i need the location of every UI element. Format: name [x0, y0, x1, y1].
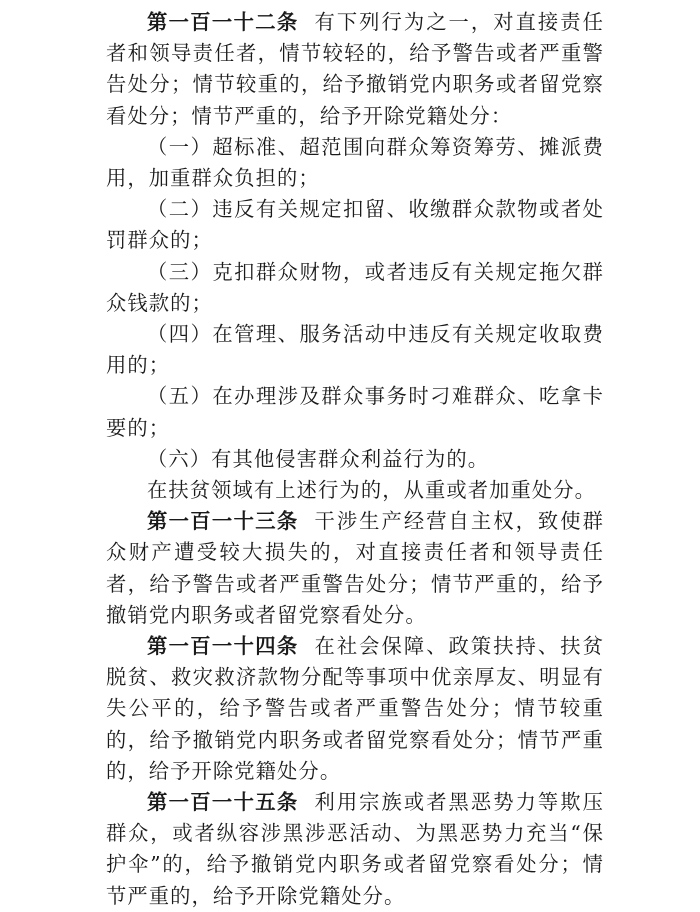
article-112-item-6: （六）有其他侵害群众利益行为的。: [147, 446, 490, 471]
article-112-text: 有下列行为之一，对直接责任者和领导责任者，情节较轻的，给予警告或者严重警告处分；情节较重的，给予撤销党内职务或者留党察看处分；情节严重的，给予开除党籍处分：: [106, 10, 604, 128]
article-115-heading: 第一百一十五条: [147, 790, 299, 815]
article-113-text: 干涉生产经营自主权，致使群众财产遭受较大损失的，对直接责任者和领导责任者，给予警告或者严重警告处分；情节严重的，给予撤销党内职务或者留党察看处分。: [106, 509, 604, 627]
article-114-heading: 第一百一十四条: [147, 634, 299, 659]
article-112-item-2: （二）违反有关规定扣留、收缴群众款物或者处罚群众的；: [106, 197, 604, 253]
article-115-text: 利用宗族或者黑恶势力等欺压群众，或者纵容涉黑涉恶活动、为黑恶势力充当“保护伞”的，给予撤销党内职务或者留党察看处分；情节严重的，给予开除党籍处分。: [106, 790, 604, 908]
article-112-item-5: （五）在办理涉及群众事务时刁难群众、吃拿卡要的；: [106, 384, 604, 440]
article-113-paragraph: [106, 506, 604, 631]
article-112-item-3: （三）克扣群众财物，或者违反有关规定拖欠群众钱款的；: [106, 259, 604, 315]
article-112-closing: 在扶贫领域有上述行为的，从重或者加重处分。: [147, 478, 597, 503]
article-112-heading: 第一百一十二条: [147, 10, 299, 34]
article-115-paragraph: [106, 787, 604, 912]
article-112-item-4: （四）在管理、服务活动中违反有关规定收取费用的；: [106, 322, 604, 378]
article-112-item-1: （一）超标准、超范围向群众筹资筹劳、摊派费用，加重群众负担的；: [106, 134, 604, 191]
article-114-paragraph: [106, 631, 604, 787]
article-113-heading: 第一百一十三条: [147, 509, 299, 534]
article-112-paragraph: [106, 7, 604, 132]
article-114-text: 在社会保障、政策扶持、扶贫脱贫、救灾救济款物分配等事项中优亲厚友、明显有失公平的，给予警告或者严重警告处分；情节较重的，给予撤销党内职务或者留党察看处分；情节严重的，给予开除党籍处分。: [106, 634, 604, 783]
